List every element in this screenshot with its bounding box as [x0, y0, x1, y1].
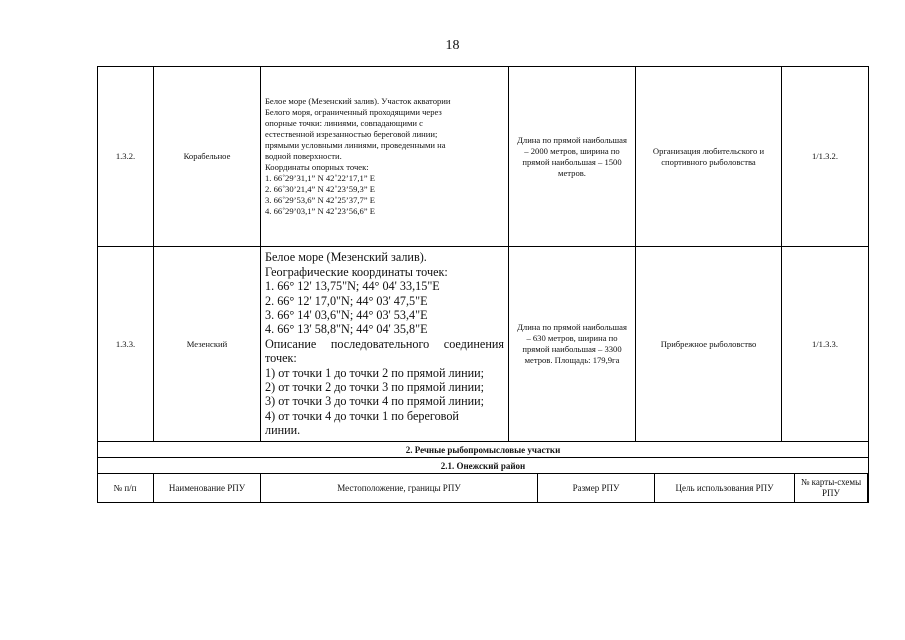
- header-name-cell: Наименование РПУ: [168, 483, 246, 493]
- location-line: 1) от точки 1 до точки 2 по прямой линии;: [265, 365, 485, 380]
- location-line: Белое море (Мезенский залив).: [265, 250, 427, 265]
- location-line: 2. 66˚30’21,4” N 42˚23’59,3” E: [265, 184, 376, 194]
- rpu-size: Длина по прямой наибольшая – 630 метров, ширина по прямой наибольшая – 3300 метров. Площадь: 179,9га: [509, 247, 636, 442]
- location-line: Координаты опорных точек:: [265, 162, 369, 172]
- row-number: 1.3.2.: [98, 67, 154, 247]
- header-overlay: [97, 474, 868, 504]
- location-line: линии.: [265, 423, 301, 438]
- table-row: [98, 247, 869, 442]
- location-line: водной поверхности.: [265, 151, 342, 161]
- location-line: Белого моря, ограниченный проходящими через: [265, 107, 442, 117]
- location-line: 3. 66˚29’53,6” N 42˚25’37,7” E: [265, 195, 376, 205]
- header-location-cell: Местоположение, границы РПУ: [337, 483, 461, 493]
- location-line: 4. 66˚29’03,1” N 42˚23’56,6” E: [265, 206, 376, 216]
- table-row: [98, 67, 869, 247]
- location-line: 2) от точки 2 до точки 3 по прямой линии;: [265, 380, 485, 395]
- location-line: прямыми условными линиями, проведенными на: [265, 140, 446, 150]
- subsection-row: [98, 458, 869, 474]
- header-num-cell: № п/п: [113, 483, 137, 493]
- location-line: 3) от точки 3 до точки 4 по прямой линии;: [265, 394, 485, 409]
- location-line: точек:: [265, 351, 297, 366]
- location-line: 4) от точки 4 до точки 1 по береговой: [265, 408, 459, 423]
- location-line: естественной изрезанностью береговой линии;: [265, 129, 438, 139]
- map-number: 1/1.3.3.: [782, 247, 869, 442]
- header-purpose-cell: Цель использования РПУ: [675, 483, 774, 493]
- location-line: Описание последовательного соединения: [265, 336, 504, 351]
- rpu-location: [261, 247, 509, 442]
- location-line: 1. 66° 12' 13,75"N; 44° 04' 33,15"E: [265, 279, 440, 294]
- location-line: 1. 66˚29’31,1” N 42˚22’17,1” E: [265, 173, 376, 183]
- location-line: 2. 66° 12' 17,0"N; 44° 03' 47,5"E: [265, 293, 428, 308]
- rpu-table: [97, 66, 869, 503]
- subsection-title: 2.1. Онежский район: [98, 458, 869, 474]
- location-line: Белое море (Мезенский залив). Участок акватории: [265, 96, 451, 106]
- rpu-name: Корабельное: [154, 67, 261, 247]
- location-line: 4. 66° 13' 58,8"N; 44° 04' 35,8"E: [265, 322, 428, 337]
- rpu-purpose: Прибрежное рыболовство: [636, 247, 782, 442]
- section-title: 2. Речные рыбопромысловые участки: [98, 442, 869, 458]
- header-size-cell: Размер РПУ: [572, 483, 620, 493]
- rpu-purpose: Организация любительского и спортивного рыболовства: [636, 67, 782, 247]
- rpu-location: [261, 67, 509, 247]
- page-number: 18: [445, 38, 460, 53]
- section-row: [98, 442, 869, 458]
- row-number: 1.3.3.: [98, 247, 154, 442]
- map-number: 1/1.3.2.: [782, 67, 869, 247]
- rpu-name: Мезенский: [154, 247, 261, 442]
- location-line: 3. 66° 14' 03,6"N; 44° 03' 53,4"E: [265, 307, 428, 322]
- rpu-size: Длина по прямой наибольшая – 2000 метров, ширина по прямой наибольшая – 1500 метров.: [509, 67, 636, 247]
- header-map-cell: № карты-схемы РПУ: [800, 477, 862, 498]
- location-line: опорные точки: линиями, совпадающими с: [265, 118, 423, 128]
- location-line: Географические координаты точек:: [265, 264, 448, 279]
